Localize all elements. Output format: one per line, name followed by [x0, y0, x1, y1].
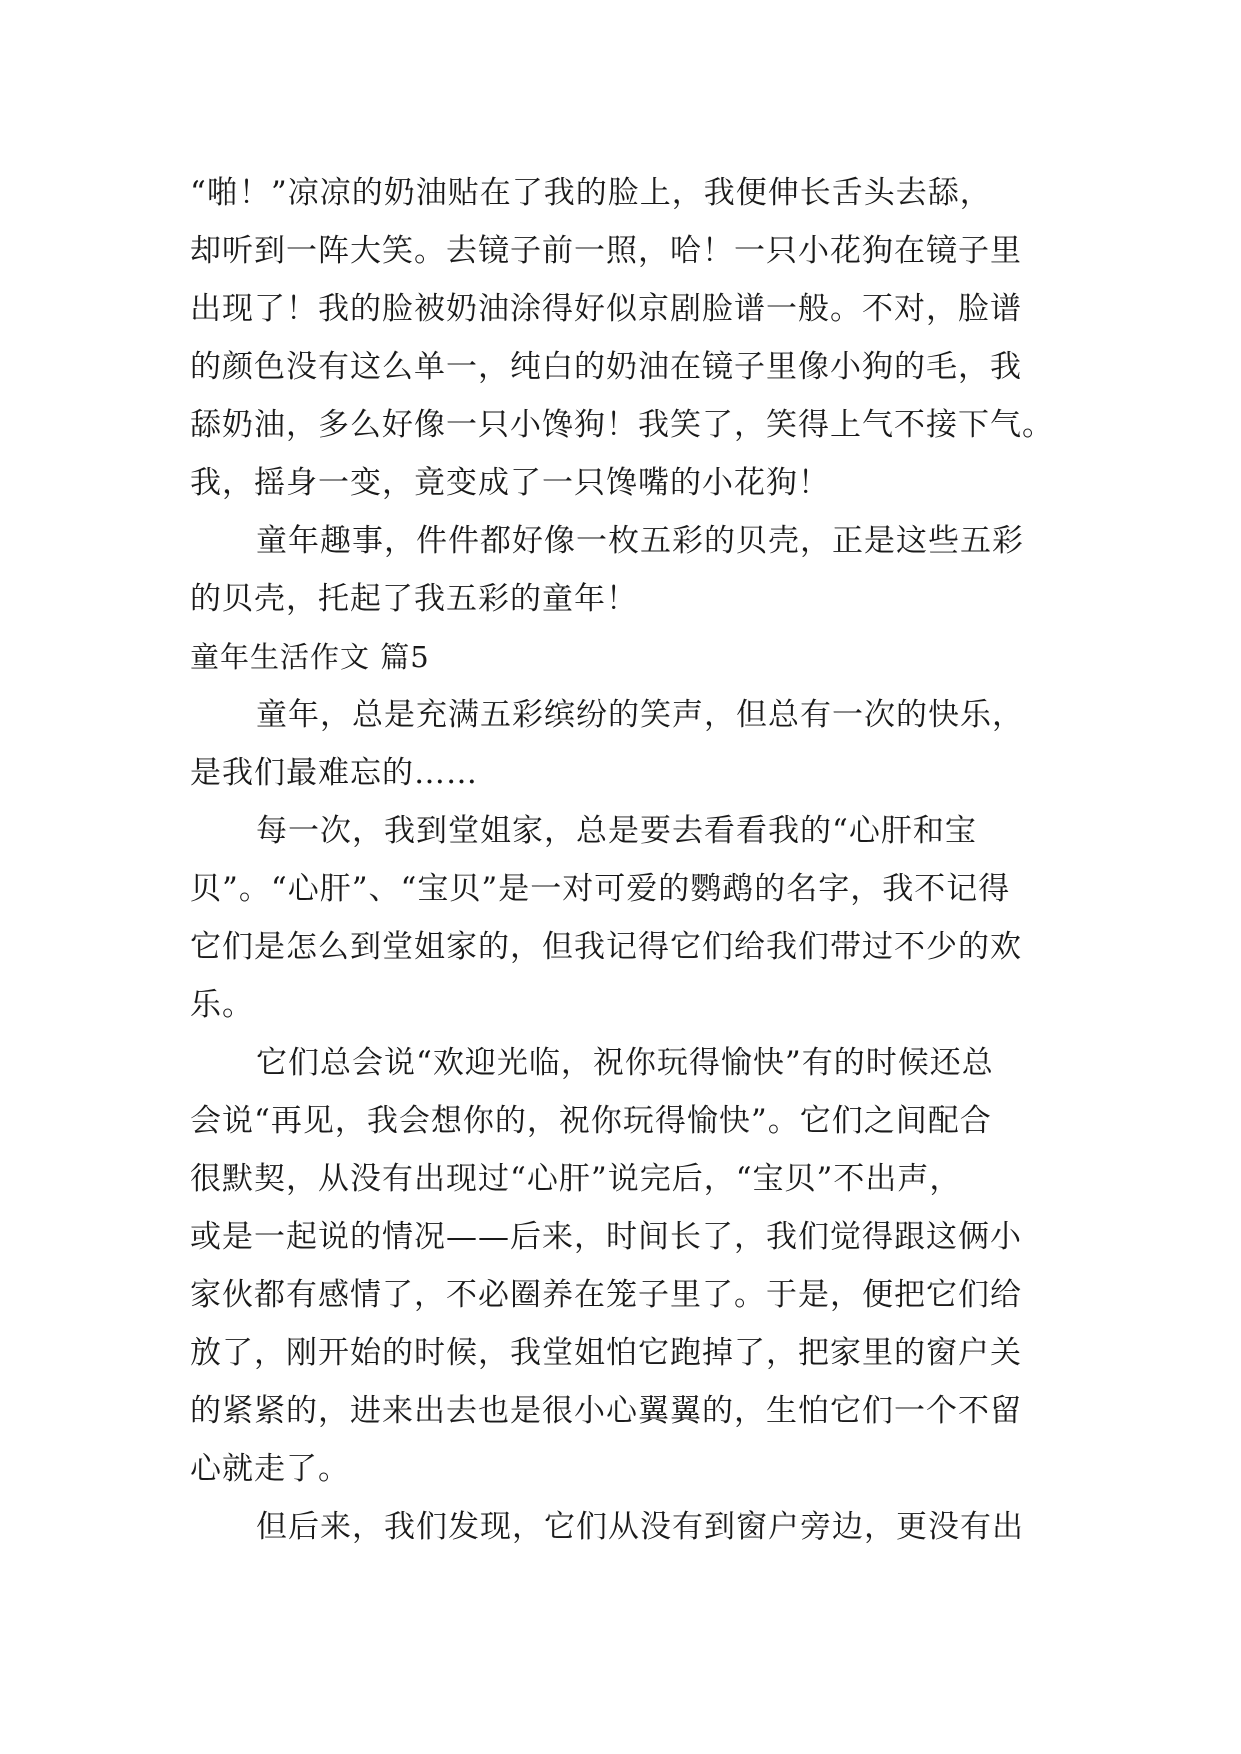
text-line: 心就走了。 — [190, 1451, 350, 1487]
text-line: 会说“再见，我会想你的，祝你玩得愉快”。它们之间配合 — [190, 1103, 992, 1139]
text-line: 童年，总是充满五彩缤纷的笑声，但总有一次的快乐， — [256, 697, 1024, 733]
text-line: 每一次，我到堂姐家，总是要去看看我的“心肝和宝 — [256, 813, 977, 849]
text-line: 它们总会说“欢迎光临，祝你玩得愉快”有的时候还总 — [256, 1045, 994, 1081]
text-line: 的贝壳，托起了我五彩的童年！ — [190, 581, 638, 617]
text-line: 家伙都有感情了，不必圈养在笼子里了。于是，便把它们给 — [190, 1277, 1022, 1313]
text-line: 童年趣事，件件都好像一枚五彩的贝壳，正是这些五彩 — [256, 523, 1024, 559]
text-line: “啪！”凉凉的奶油贴在了我的脸上，我便伸长舌头去舔， — [190, 175, 992, 211]
section-heading: 童年生活作文 篇5 — [190, 640, 430, 674]
text-line: 的紧紧的，进来出去也是很小心翼翼的，生怕它们一个不留 — [190, 1393, 1022, 1429]
document-body — [190, 164, 1070, 1556]
text-line: 放了，刚开始的时候，我堂姐怕它跑掉了，把家里的窗户关 — [190, 1335, 1022, 1371]
text-line: 是我们最难忘的…… — [190, 755, 478, 791]
text-line: 乐。 — [190, 987, 254, 1023]
text-line: 的颜色没有这么单一，纯白的奶油在镜子里像小狗的毛，我 — [190, 349, 1022, 385]
text-line: 很默契，从没有出现过“心肝”说完后，“宝贝”不出声， — [190, 1161, 962, 1197]
text-line: 却听到一阵大笑。去镜子前一照，哈！一只小花狗在镜子里 — [190, 233, 1022, 269]
text-line: 它们是怎么到堂姐家的，但我记得它们给我们带过不少的欢 — [190, 929, 1022, 965]
text-line: 贝”。“心肝”、“宝贝”是一对可爱的鹦鹉的名字，我不记得 — [190, 871, 1011, 907]
text-line: 出现了！我的脸被奶油涂得好似京剧脸谱一般。不对，脸谱 — [190, 291, 1022, 327]
text-line: 但后来，我们发现，它们从没有到窗户旁边，更没有出 — [256, 1509, 1024, 1545]
text-line: 或是一起说的情况——后来，时间长了，我们觉得跟这俩小 — [190, 1219, 1022, 1255]
text-line: 我，摇身一变，竟变成了一只馋嘴的小花狗！ — [190, 465, 830, 501]
text-line: 舔奶油，多么好像一只小馋狗！我笑了，笑得上气不接下气。 — [190, 407, 1054, 443]
